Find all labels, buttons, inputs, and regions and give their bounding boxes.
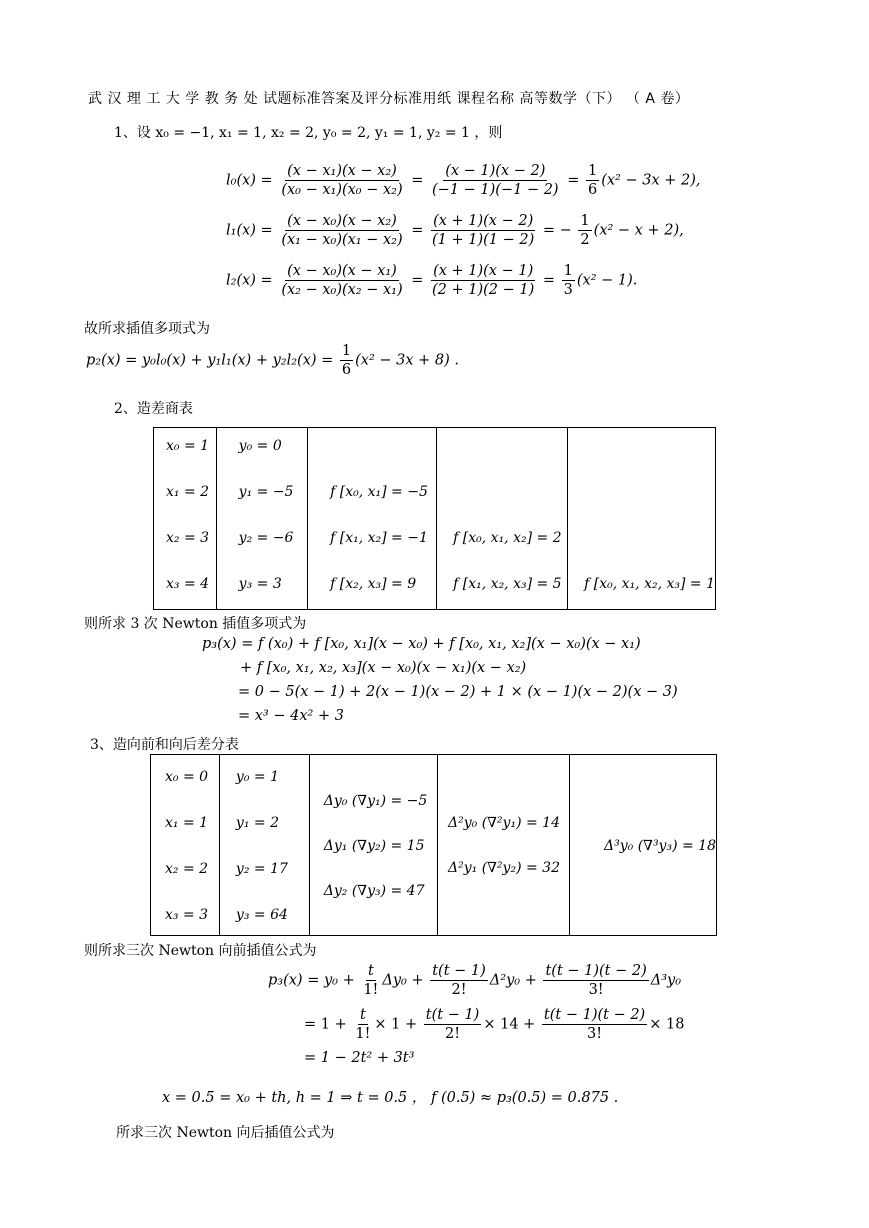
p2-coef-num: 1 [341,343,352,359]
forward-l2-frac-2 [424,1006,482,1043]
table-cell: f [x₀, x₁, x₂, x₃] = 1 [584,576,715,592]
forward-l2-frac-3 [542,1006,647,1043]
l1-coefficient [578,212,591,249]
forward-l1-frac-3 [543,962,648,999]
frac-den: 2! [445,1026,461,1042]
l0-fraction-2 [430,162,561,199]
table-column-x [154,428,217,610]
table-column-first-order [308,428,437,610]
table-cell: y₀ = 0 [238,438,282,454]
table-column-second-order [437,428,568,610]
forward-line-1 [268,962,681,999]
forward-line-3: = 1 − 2t² + 3t³ [304,1050,415,1066]
table-cell: Δ²y₁ (∇²y₂) = 32 [448,860,560,876]
frac-num: t(t − 1)(t − 2) [545,963,647,979]
l2-f1-num: (x − x₀)(x − x₁) [287,263,397,279]
table-cell: f [x₁, x₂] = −1 [330,530,428,546]
l1-coef-num: 1 [580,213,590,229]
frac-num: t(t − 1)(t − 2) [543,1007,646,1023]
l1-f2-den: (1 + 1)(1 − 2) [432,232,535,248]
table-cell: f [x₀, x₁, x₂] = 2 [453,530,562,546]
table-cell: y₂ = −6 [238,530,294,546]
l0-equation: l₀(x) = $\frac{\text{(x − x₁)(x − x₂)}}{\text{(x₀ − x₁)(x₀ − x₂)}}$ = $\frac{(x - 1)(x - 2)}{(-1 - 1)(-1 - 2)}$ = $\frac{1}{6}$ (x² − 3x + 2), [226,163,701,198]
q2-conclusion: 则所求 3 次 Newton 插值多项式为 [84,616,307,632]
table-column-third-order [568,428,716,610]
table-cell: x₁ = 2 [166,484,210,500]
l0-coef-den: 6 [587,182,598,198]
backward-formula-heading: 所求三次 Newton 向后插值公式为 [116,1125,335,1141]
frac-num: t(t − 1) [432,963,486,979]
fd-column-x [151,755,220,936]
l1-lhs: l₁(x) = [226,222,273,239]
newton-line-2: + f [x₀, x₁, x₂, x₃](x − x₀)(x − x₁)(x − x₂) [240,660,527,676]
l1-equation: l₁(x) = $\frac{\text{(x − x₀)(x − x₂)}}{\text{(x₁ − x₀)(x₁ − x₂)}}$ = $\frac{(x + 1)(x - 2)}{(1 + 1)(1 - 2)}$ = − $\frac{1}{2}$ (x² − x + 2), [226,213,684,248]
frac-den: 1! [363,982,379,998]
q1-conclusion: 故所求插值多项式为 [84,321,210,337]
table-cell: Δ³y₀ (∇³y₃) = 18 [604,838,716,854]
l2-f2-num: (x + 1)(x − 1) [433,263,534,279]
table-cell: x₀ = 0 [165,769,209,785]
l1-sign: = − [542,222,572,239]
table-cell: y₁ = 2 [235,815,279,831]
forward-l1-c: Δ²y₀ + [489,972,537,989]
page-header: 武 汉 理 工 大 学 教 务 处 试题标准答案及评分标准用纸 课程名称 高等数学（下） （ A 卷） [88,91,690,107]
l0-f1-den: (x₀ − x₁)(x₀ − x₂) [281,182,403,198]
frac-num: t [359,1007,366,1023]
l1-f1-den: (x₁ − x₀)(x₁ − x₂) [281,232,403,248]
table-column-y [216,428,307,610]
l1-f2-num: (x + 1)(x − 2) [433,213,534,229]
frac-den: 1! [355,1026,371,1042]
forward-l2-c: × 14 + [483,1016,536,1033]
l2-fraction-1 [279,262,404,299]
l2-f2-den: (2 + 1)(2 − 1) [432,282,535,298]
table-cell: f [x₀, x₁] = −5 [330,484,428,500]
table-cell: Δy₁ (∇y₂) = 15 [323,838,425,854]
table-cell: x₃ = 4 [166,576,210,592]
forward-line-2 [304,1006,684,1043]
p2-coef-den: 6 [341,362,352,378]
finite-difference-table [150,754,717,936]
table-cell: Δ²y₀ (∇²y₁) = 14 [448,815,560,831]
l1-fraction-2 [430,212,536,249]
l2-f1-den: (x₂ − x₀)(x₂ − x₁) [281,282,403,298]
p2-equation [86,342,459,379]
frac-den: 2! [451,982,467,998]
divided-difference-table [153,427,716,610]
forward-l1-frac-1 [361,962,380,999]
forward-l1-frac-2 [430,962,488,999]
l2-rhs: (x² − 1). [576,272,638,289]
l2-lhs: l₂(x) = [226,272,273,289]
l1-coef-den: 2 [580,232,590,248]
table-cell: x₃ = 3 [165,907,209,923]
l1-rhs: (x² − x + 2), [593,222,684,239]
l0-fraction-1 [279,162,404,199]
table-cell: Δy₂ (∇y₃) = 47 [323,883,425,899]
forward-l2-b: × 1 + [374,1016,418,1033]
forward-l1-d: Δ³y₀ [650,972,682,989]
p2-lhs: p₂(x) = y₀l₀(x) + y₁l₁(x) + y₂l₂(x) = [86,352,334,369]
l2-equation: l₂(x) = $\frac{\text{(x − x₀)(x − x₁)}}{\text{(x₂ − x₀)(x₂ − x₁)}}$ = $\frac{(x + 1)(x - 1)}{(2 + 1)(2 - 1)}$ = $\frac{1}{3}$ (x² − 1). [226,263,638,298]
fd-column-first [309,755,437,936]
frac-num: t [367,963,374,979]
q3-title: 3、造向前和向后差分表 [90,737,239,753]
forward-l2-frac-1 [353,1006,372,1043]
table-cell: y₂ = 17 [235,861,288,877]
frac-den: 3! [587,1026,603,1042]
l1-fraction-1 [279,212,404,249]
l0-f2-num: (x − 1)(x − 2) [445,163,546,179]
frac-num: t(t − 1) [425,1007,480,1023]
q2-title: 2、造差商表 [114,401,193,417]
table-cell: y₃ = 64 [235,907,288,923]
forward-l2-a: = 1 + [304,1016,347,1033]
newton-line-4: = x³ − 4x² + 3 [238,708,344,724]
table-cell: x₂ = 2 [165,861,209,877]
l0-coef-num: 1 [587,163,598,179]
table-cell: x₁ = 1 [165,815,209,831]
table-cell: y₁ = −5 [238,484,294,500]
l2-coef-num: 1 [563,263,573,279]
l0-f1-num: (x − x₁)(x − x₂) [287,163,397,179]
newton-line-3: = 0 − 5(x − 1) + 2(x − 1)(x − 2) + 1 × (x − 1)(x − 2)(x − 3) [238,684,678,700]
frac-den: 3! [588,982,604,998]
q3-conclusion: 则所求三次 Newton 向前插值公式为 [84,943,317,959]
table-cell: f [x₁, x₂, x₃] = 5 [453,576,562,592]
l0-rhs: (x² − 3x + 2), [601,172,701,189]
table-cell: Δy₀ (∇y₁) = −5 [323,793,428,809]
table-cell: x₀ = 1 [166,438,210,454]
l2-fraction-2 [430,262,536,299]
table-cell: y₃ = 3 [238,576,282,592]
forward-l2-d: × 18 [649,1016,685,1033]
newton-line-1: p₃(x) = f (x₀) + f [x₀, x₁](x − x₀) + f [x₀, x₁, x₂](x − x₀)(x − x₁) [202,636,641,652]
l0-coefficient [586,162,599,199]
forward-l1-a: p₃(x) = y₀ + [268,972,355,989]
evaluation-line: x = 0.5 = x₀ + th, h = 1 ⇒ t = 0.5 ， f (0.5) ≈ p₃(0.5) = 0.875 . [162,1090,619,1106]
table-cell: y₀ = 1 [235,769,279,785]
l2-coefficient [562,262,575,299]
l0-f2-den: (−1 − 1)(−1 − 2) [432,182,559,198]
fd-column-third [570,755,717,936]
table-cell: x₂ = 3 [166,530,210,546]
p2-coefficient [340,342,353,379]
p2-rhs: (x² − 3x + 8) . [355,352,460,369]
q1-intro: 1、设 x₀ = −1, x₁ = 1, x₂ = 2, y₀ = 2, y₁ = 1, y₂ = 1 ，则 [114,125,503,141]
l0-lhs: l₀(x) = [226,172,273,189]
fd-column-second [438,755,570,936]
l1-f1-num: (x − x₀)(x − x₂) [287,213,397,229]
fd-column-y [219,755,309,936]
forward-l1-b: Δy₀ + [382,972,424,989]
l2-coef-den: 3 [563,282,573,298]
table-cell: f [x₂, x₃] = 9 [330,576,417,592]
